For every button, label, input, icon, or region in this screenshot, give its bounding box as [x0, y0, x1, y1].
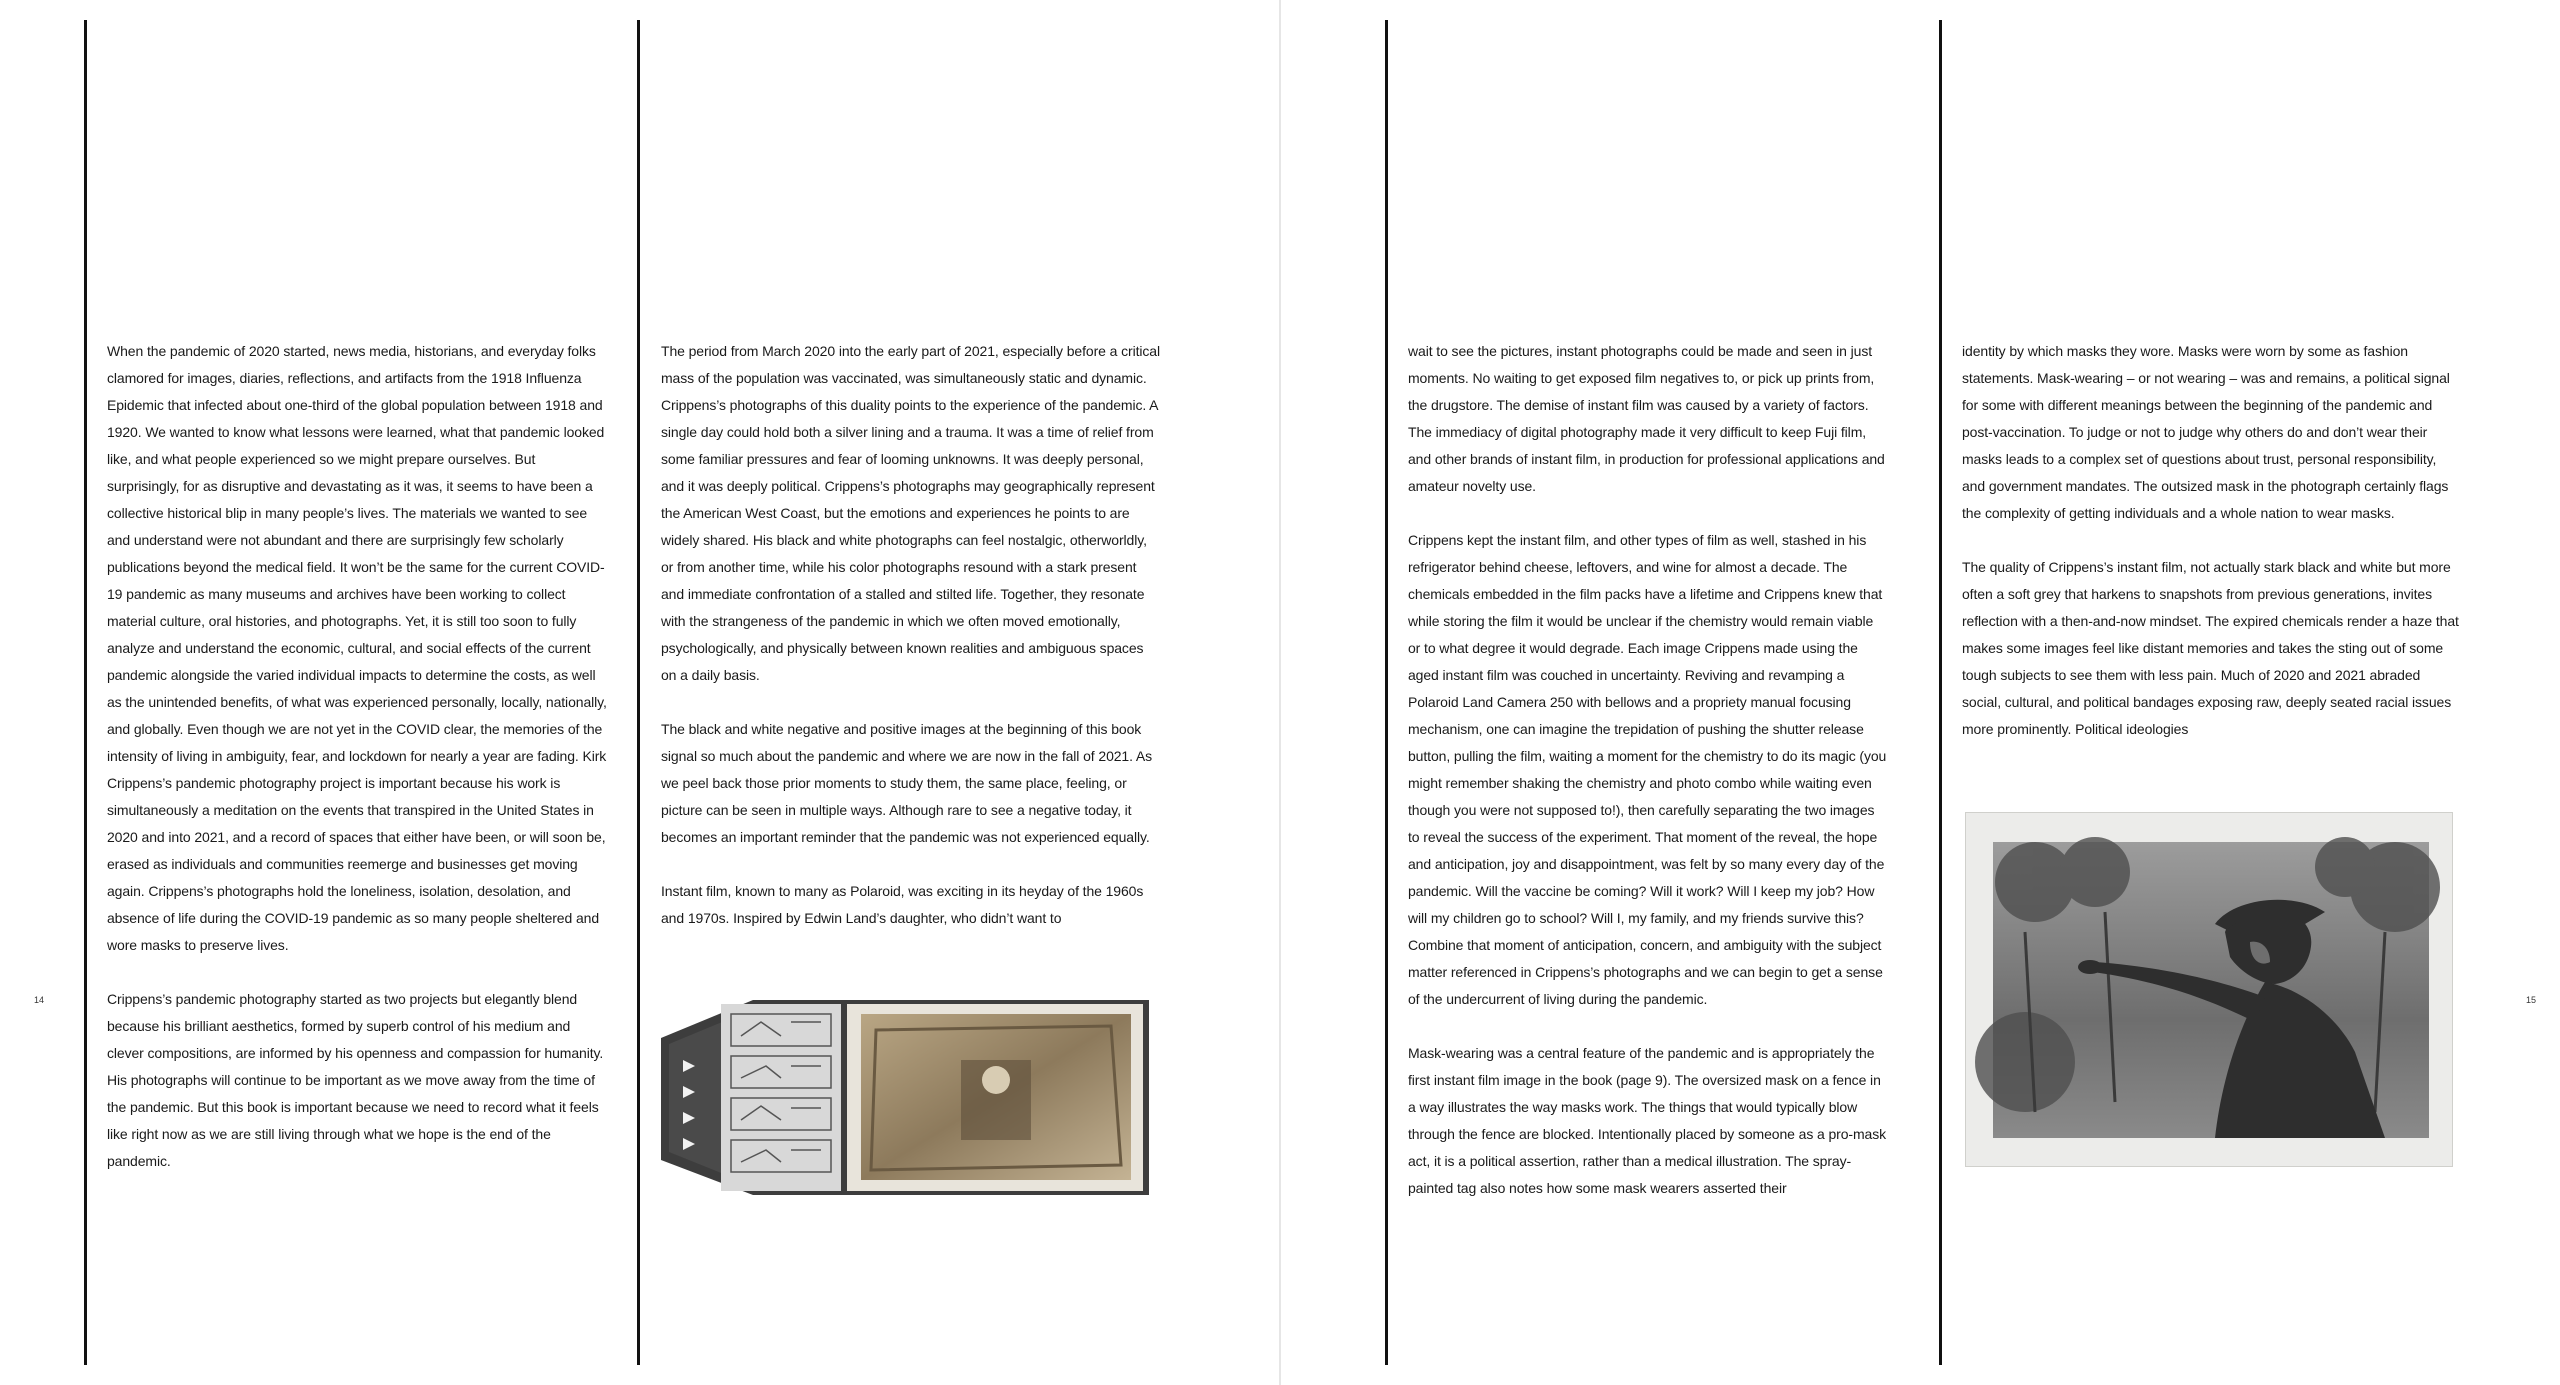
page-number: 14: [34, 995, 45, 1005]
left-page-column-1: [107, 338, 607, 1202]
paragraph: Crippens kept the instant film, and other types of film as well, stashed in his refrigerator behind cheese, leftovers, and wine for almost a decade. The chemicals embedded in the film packs have a lifetime and Crippens knew that while storing the film it would be unclear if the chemistry would remain viable or to what degree it would degrade. Each image Crippens made using the aged instant film was couched in uncertainty. Reviving and revamping a Polaroid Land Camera 250 with bellows and a propriety manual focusing mechanism, one can imagine the trepidation of pushing the shutter release button, pulling the film, waiting a moment for the chemistry to do its magic (you might remember shaking the chemistry and photo combo while waiting even though you were not supposed to!), then carefully separating the two images to reveal the success of the experiment. That moment of the reveal, the hope and anticipation, joy and disappointment, was felt by so many every day of the pandemic. Will the vaccine be coming? Will it work? Will I keep my job? How will my children go to school? Will I, my family, and my friends survive this? Combine that moment of anticipation, concern, and ambiguity with the subject matter referenced in Crippens’s photographs and we can begin to get a sense of the undercurrent of living during the pandemic.: [1408, 532, 1887, 1007]
statue-instant-photo: [1965, 812, 2453, 1167]
paragraph: Crippens’s pandemic photography started as two projects but elegantly blend because his brilliant aesthetics, formed by superb control of his medium and clever compositions, are informed by his openness and compassion for humanity. His photographs will continue to be important as we move away from the time of the pandemic. But this book is important because we need to record what it feels like right now as we are still living through what we hope is the end of the pandemic.: [107, 991, 604, 1169]
paragraph: Instant film, known to many as Polaroid, was exciting in its heyday of the 1960s and 1970s. Inspired by Edwin Land’s daughter, who didn’t want to: [661, 883, 1144, 926]
column-rule: [1385, 20, 1388, 1365]
right-page-column-2: [1962, 338, 2462, 770]
paragraph: When the pandemic of 2020 started, news media, historians, and everyday folks clamored for images, diaries, reflections, and artifacts from the 1918 Influenza Epidemic that infected about one-third of the global population between 1918 and 1920. We wanted to know what lessons were learned, what that pandemic looked like, and what people experienced so we might prepare ourselves. But surprisingly, for as disruptive and devastating as it was, it seems to have been a collective historical blip in many people’s lives. The materials we wanted to see and understand were not abundant and there are surprisingly few scholarly publications beyond the medical field. It won’t be the same for the current COVID-19 pandemic as many museums and archives have been working to collect material culture, oral histories, and photographs. Yet, it is still too soon to fully analyze and understand the economic, cultural, and social effects of the current pandemic alongside the varied individual impacts to determine the costs, as well as the unintended benefits, of what was experienced personally, locally, nationally, and globally. Even though we are not yet in the COVID clear, the memories of the intensity of living in ambiguity, fear, and lockdown for nearly a year are fading. Kirk Crippens’s pandemic photography project is important because his work is simultaneously a meditation on the events that transpired in the United States in 2020 and into 2021, and a record of spaces that either have been, or will soon be, erased as individuals and communities reemerge and businesses get moving again. Crippens’s photographs hold the loneliness, isolation, desolation, and absence of life during the COVID-19 pandemic as so many people sheltered and wore masks to preserve lives.: [107, 343, 607, 953]
instant-film-pack-photo: [661, 1000, 1149, 1195]
column-rule: [1939, 20, 1942, 1365]
right-page: [1281, 0, 2560, 1385]
paragraph: identity by which masks they wore. Masks were worn by some as fashion statements. Mask-wearing – or not wearing – was and remains, a political signal for some with different meanings between the beginning of the pandemic and post-vaccination. To judge or not to judge why others do and don’t wear their masks leads to a complex set of questions about trust, personal responsibility, and government mandates. The outsized mask in the photograph certainly flags the complexity of getting individuals and a whole nation to wear masks.: [1962, 343, 2450, 521]
paragraph: The black and white negative and positive images at the beginning of this book signal so much about the pandemic and where we are now in the fall of 2021. As we peel back those prior moments to study them, the same place, feeling, or picture can be seen in multiple ways. Although rare to see a negative today, it becomes an important reminder that the pandemic was not experienced equally.: [661, 721, 1153, 845]
page-number: 15: [2526, 995, 2537, 1005]
paragraph: The quality of Crippens’s instant film, not actually stark black and white but more often a soft grey that harkens to snapshots from previous generations, invites reflection with a then-and-now mindset. The expired chemicals render a haze that makes some images feel like distant memories and takes the sting out of some tough subjects to see them with less pain. Much of 2020 and 2021 abraded social, cultural, and political bandages exposing raw, deeply seated racial issues more prominently. Political ideologies: [1962, 559, 2459, 737]
left-page-column-2: [661, 338, 1161, 959]
left-page: [0, 0, 1279, 1385]
paragraph: The period from March 2020 into the early part of 2021, especially before a critical mass of the population was vaccinated, was simultaneously static and dynamic. Crippens’s photographs of this duality points to the experience of the pandemic. A single day could hold both a silver lining and a trauma. It was a time of relief from some familiar pressures and fear of looming unknowns. It was deeply personal, and it was deeply political. Crippens’s photographs may geographically represent the American West Coast, but the emotions and experiences he points to are widely shared. His black and white photographs can feel nostalgic, otherworldly, or from another time, while his color photographs resound with a stark present and immediate confrontation of a stalled and stilted life. Together, they resonate with the strangeness of the pandemic in which we often moved emotionally, psychologically, and physically between known realities and ambiguous spaces on a daily basis.: [661, 343, 1160, 683]
right-page-column-1: [1408, 338, 1888, 1229]
column-rule: [637, 20, 640, 1365]
column-rule: [84, 20, 87, 1365]
paragraph: Mask-wearing was a central feature of the pandemic and is appropriately the first instant film image in the book (page 9). The oversized mask on a fence in a way illustrates the way masks work. The things that would typically blow through the fence are blocked. Intentionally placed by someone as a pro-mask act, it is a political assertion, rather than a medical illustration. The spray-painted tag also notes how some mask wearers asserted their: [1408, 1045, 1887, 1196]
paragraph: wait to see the pictures, instant photographs could be made and seen in just moments. No waiting to get exposed film negatives to, or pick up prints from, the drugstore. The demise of instant film was caused by a variety of factors. The immediacy of digital photography made it very difficult to keep Fuji film, and other brands of instant film, in production for professional applications and amateur novelty use.: [1408, 343, 1885, 494]
